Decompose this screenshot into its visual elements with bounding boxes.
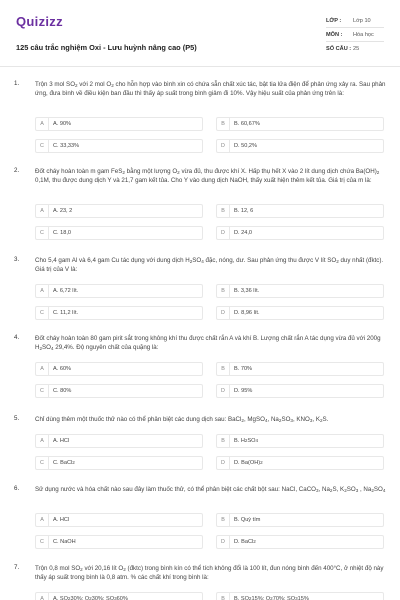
header-divider bbox=[0, 66, 400, 67]
question-text: Đốt cháy hoàn toàn m gam FeS$_2$ bằng một lượng $O_2$ vừa đủ, thu được khí X. Hấp thụ hết X vào 2 lít dung dịch chứa $Ba(OH)_2$ 0,1M, thu được dung dịch Y và 21,7 gam kết tủa. Cho Y vào dung dịch NaOH, thấy xuất hiện thêm kết tủa. Giá trị của m là: bbox=[35, 168, 380, 184]
option-letter: A bbox=[36, 514, 49, 526]
option-text: C. 11,2 lít. bbox=[53, 310, 79, 316]
option-text: C. 18,0 bbox=[53, 230, 72, 236]
option-c[interactable] bbox=[35, 139, 203, 153]
option-text: D. 24,0 bbox=[234, 230, 253, 236]
option-c[interactable] bbox=[35, 384, 203, 398]
question-number: 4. bbox=[14, 334, 20, 341]
option-text: B. 60,67% bbox=[234, 121, 260, 127]
option-b[interactable] bbox=[216, 434, 384, 448]
option-a[interactable] bbox=[35, 434, 203, 448]
option-text: B. SO 2 15%; O 2 70%; SO 3 15% bbox=[234, 596, 309, 600]
meta-row-count bbox=[326, 42, 384, 55]
option-letter: C bbox=[36, 457, 49, 469]
option-letter: A bbox=[36, 205, 49, 217]
option-b[interactable] bbox=[216, 204, 384, 218]
option-text: B. Quỳ tím bbox=[234, 517, 261, 523]
option-c[interactable] bbox=[35, 226, 203, 240]
question-number: 5. bbox=[14, 415, 20, 422]
meta-row-subject bbox=[326, 28, 384, 42]
quizizz-logo: Quizizz bbox=[16, 14, 63, 29]
option-d[interactable] bbox=[216, 384, 384, 398]
option-letter: B bbox=[217, 514, 230, 526]
question-number: 1. bbox=[14, 80, 20, 87]
meta-value: Lớp 10 bbox=[353, 17, 371, 24]
question-number: 3. bbox=[14, 256, 20, 263]
option-text: D. Ba(OH) 2 bbox=[234, 460, 263, 466]
option-d[interactable] bbox=[216, 535, 384, 549]
option-letter: D bbox=[217, 457, 230, 469]
option-letter: C bbox=[36, 536, 49, 548]
worksheet-title: 125 câu trắc nghiệm Oxi - Lưu huỳnh nâng cao (P5) bbox=[16, 43, 197, 52]
question-number: 7. bbox=[14, 564, 20, 571]
option-letter: A bbox=[36, 593, 49, 600]
option-text: C. BaCl 2 bbox=[53, 460, 75, 466]
option-b[interactable] bbox=[216, 592, 384, 600]
option-text: D. BaCl 2 bbox=[234, 539, 256, 545]
option-text: C. 80% bbox=[53, 388, 72, 394]
option-letter: B bbox=[217, 363, 230, 375]
option-text: A. HCl bbox=[53, 438, 70, 444]
question-text: Cho 5,4 gam Al và 6,4 gam Cu tác dụng với dung dịch $H_2SO_4$ đặc, nóng, dư. Sau phản ứng thu được V lít $SO_2$ duy nhất (đktc). Giá trị của V là: bbox=[35, 257, 384, 273]
option-a[interactable] bbox=[35, 284, 203, 298]
worksheet-header bbox=[16, 12, 384, 62]
option-a[interactable] bbox=[35, 592, 203, 600]
option-letter: C bbox=[36, 385, 49, 397]
option-text: A. 60% bbox=[53, 366, 72, 372]
question-number: 2. bbox=[14, 167, 20, 174]
question-text: Đốt cháy hoàn toàn 80 gam pirit sắt trong không khí thu được chất rắn A và khí B. Lượng chất rắn A tác dụng vừa đủ với 200g $H_2SO_4$ 29,4%. Độ nguyên chất của quặng là: bbox=[35, 335, 381, 351]
option-c[interactable] bbox=[35, 456, 203, 470]
option-text: A. 90% bbox=[53, 121, 72, 127]
meta-value: Hóa học bbox=[353, 31, 374, 38]
option-letter: D bbox=[217, 307, 230, 319]
option-text: C. NaOH bbox=[53, 539, 76, 545]
option-b[interactable] bbox=[216, 513, 384, 527]
option-text: D. 50,2% bbox=[234, 143, 258, 149]
option-b[interactable] bbox=[216, 362, 384, 376]
option-d[interactable] bbox=[216, 306, 384, 320]
option-a[interactable] bbox=[35, 362, 203, 376]
meta-label: MÔN : bbox=[326, 31, 343, 38]
option-text: C. 33,33% bbox=[53, 143, 80, 149]
option-letter: B bbox=[217, 205, 230, 217]
option-letter: B bbox=[217, 285, 230, 297]
option-letter: C bbox=[36, 140, 49, 152]
option-text: D. 8,96 lít. bbox=[234, 310, 260, 316]
option-b[interactable] bbox=[216, 117, 384, 131]
option-a[interactable] bbox=[35, 117, 203, 131]
option-letter: D bbox=[217, 536, 230, 548]
option-d[interactable] bbox=[216, 456, 384, 470]
option-text: B. 3,36 lít. bbox=[234, 288, 260, 294]
option-c[interactable] bbox=[35, 535, 203, 549]
question-text: Sử dụng nước và hóa chất nào sau đây làm thuốc thử, có thể phân biệt các chất bột sau: NaCl, CaCO$_3$, $Na_2S$, $K_2SO_3$ , $Na_2SO_4$ bbox=[35, 486, 386, 493]
option-text: A. 23, 2 bbox=[53, 208, 73, 214]
option-text: A. SO 2 30%; O 2 30%; SO 3 60% bbox=[53, 596, 128, 600]
option-letter: A bbox=[36, 285, 49, 297]
option-letter: A bbox=[36, 118, 49, 130]
question-text: Chỉ dùng thêm một thuốc thử nào có thể phân biệt các dung dịch sau: BaCl$_2$, MgSO$_4$, $Na_2SO_3$, $KNO_3$, $K_2S$. bbox=[35, 416, 329, 423]
option-letter: C bbox=[36, 227, 49, 239]
option-letter: D bbox=[217, 227, 230, 239]
question-text: Trộn 3 mol $SO_2$ với 2 mol $O_2$ cho hỗn hợp vào bình xin có chứa sẵn chất xúc tác, bật tia lửa điện để phản ứng xảy ra. Sau phản ứng, đưa bình về điều kiện ban đầu thì thấy áp suất trong bình giảm đi 10%. Vậy hiệu suất của phản ứng trên là: bbox=[35, 81, 386, 97]
option-letter: B bbox=[217, 118, 230, 130]
question-number: 6. bbox=[14, 485, 20, 492]
option-d[interactable] bbox=[216, 139, 384, 153]
option-letter: A bbox=[36, 363, 49, 375]
option-text: B. 70% bbox=[234, 366, 253, 372]
option-c[interactable] bbox=[35, 306, 203, 320]
option-text: A. 6,72 lít. bbox=[53, 288, 79, 294]
option-text: B. H 2 SO 4 bbox=[234, 438, 259, 444]
option-text: A. HCl bbox=[53, 517, 70, 523]
meta-row-class bbox=[326, 14, 384, 28]
option-letter: A bbox=[36, 435, 49, 447]
option-text: B. 12, 6 bbox=[234, 208, 254, 214]
meta-table bbox=[326, 14, 384, 55]
option-d[interactable] bbox=[216, 226, 384, 240]
option-letter: D bbox=[217, 140, 230, 152]
meta-label: LỚP : bbox=[326, 17, 342, 24]
option-letter: B bbox=[217, 593, 230, 600]
meta-value: 25 bbox=[353, 45, 360, 52]
option-letter: C bbox=[36, 307, 49, 319]
option-text: D. 95% bbox=[234, 388, 253, 394]
option-a[interactable] bbox=[35, 513, 203, 527]
meta-label: SỐ CÂU : bbox=[326, 45, 352, 52]
option-a[interactable] bbox=[35, 204, 203, 218]
option-b[interactable] bbox=[216, 284, 384, 298]
option-letter: B bbox=[217, 435, 230, 447]
option-letter: D bbox=[217, 385, 230, 397]
question-text: Trộn 0,8 mol $SO_2$ với 20,16 lít $O_2$ (đktc) trong bình kín có thể tích không đổi là 100 lít, đun nóng bình đến 400°C, ở nhiệt độ này thấy áp suất trong bình là 0,8 atm. % các chất khí trong bình là: bbox=[35, 565, 384, 581]
